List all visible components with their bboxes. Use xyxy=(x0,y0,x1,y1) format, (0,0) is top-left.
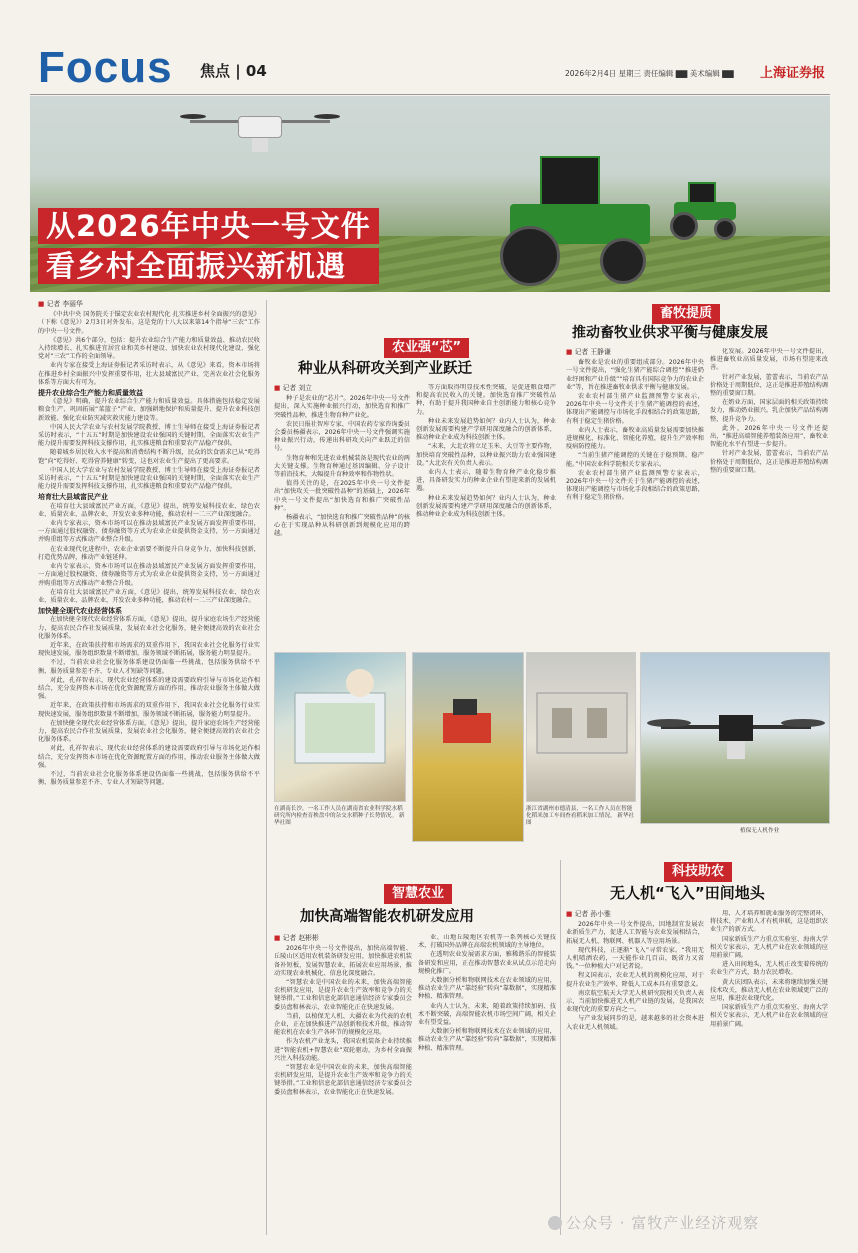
section-tag-keji: 科技助农 xyxy=(664,862,732,882)
paragraph: 随着城乡居民收入水平提高和消费结构不断升级，民众的饮食需求已从“吃得饱”向“吃得好、吃得营养健康”转变，这也对农业生产提出了更高要求。 xyxy=(38,449,260,465)
paragraph: 业内人士表示，随着生物育种产业化稳步推进，具备研发实力的种业企业有望迎来新的发展机遇。 xyxy=(416,469,556,493)
harvester-illustration xyxy=(413,653,524,842)
lead-author: ■ 记者 李丽华 xyxy=(38,300,260,308)
headline-line-1: 从2026年中央一号文件 xyxy=(38,208,379,244)
keji-headline: 无人机“飞入”田间地头 xyxy=(610,884,765,902)
paragraph: “未来，大北农将立足玉米、大豆等主要作物，加快培育突破性品种，以种业振兴助力农业强国建设。”大北农有关负责人表示。 xyxy=(416,443,556,467)
paragraph: 杨疆表示，“加快选育和推广突破性品种”的核心在于实现品种从科研创新到规模化应用的跨越。 xyxy=(274,514,410,538)
agri-drone-photo xyxy=(640,652,830,824)
paragraph: 业内专家在接受上海证券报记者采访时表示，从《意见》来看，资本市场将在推进乡村全面振兴中发挥重要作用，壮大县域富民产业、完善农业社会化服务体系等方面大有可为。 xyxy=(38,362,260,386)
lead-article xyxy=(38,300,260,1235)
section-tag-zhihui: 智慧农业 xyxy=(384,884,452,904)
paragraph: 作为农机产业龙头，我国农机装备企业持续推进“智能农机+智慧农业”双轮驱动，为乡村全面振兴注入科技动能。 xyxy=(274,1038,412,1062)
tractor-icon xyxy=(500,156,660,286)
paragraph: 在加快健全现代农业经营体系方面，《意见》提出，提升家庭农场生产经营能力，提高农民合作社发展质量，发展农业社会化服务，健全便捷高效的农业社会化服务体系。 xyxy=(38,616,260,640)
agri-drone-illustration xyxy=(641,653,830,824)
zhihui-headline: 加快高端智能农机研发应用 xyxy=(300,909,474,925)
section-label: 焦点 | 04 xyxy=(200,62,267,80)
nongye-col-2 xyxy=(416,384,556,646)
masthead xyxy=(0,0,858,96)
subheading: 加快健全现代农业经营体系 xyxy=(38,607,122,616)
paragraph: 农业农村部生猪产业监测预警专家表示，2026年中央一号文件关于生猪产能调控的表述，体现出产能调控与市场化手段相结合的政策思路，有利于稳定生猪价格。 xyxy=(566,393,704,425)
paragraph: 化发展。2026年中央一号文件提出，推进畜牧业高质量发展，市场有望迎来改善。 xyxy=(710,348,828,372)
paragraph: 黄大庆团队表示，未来将继续加强关键技术攻关，推动无人机在农业领域更广泛的应用，推进农业现代化。 xyxy=(710,978,828,1003)
paper-name: 上海证券报 xyxy=(760,66,826,81)
paragraph: 对此，孔祥智表示，现代农业经营体系的建设需要政府引导与市场化运作相结合，充分发挥资本市场在优化资源配置方面的作用，推动农业服务主体做大做强。 xyxy=(38,676,260,701)
zhihui-author: ■ 记者 赵彬彬 xyxy=(274,934,412,942)
paragraph: 用、人才培养和就业服务的完整闭环，将技术、产业和人才有机串联，这是组织农业生产的新方式。 xyxy=(710,910,828,934)
paragraph: 种业未来发展趋势如何？业内人士认为，种业创新发展需要构建产学研用深度融合的创新体系，推动种业企业成为科技创新主体。 xyxy=(416,417,556,442)
paragraph: 近年来，在政策扶持和市场需求的双重作用下，我国农业社会化服务行业实现快速发展，服务组织数量不断增加，服务领域不断拓展，服务能力明显提升。 xyxy=(38,641,260,658)
seedling-tray-illustration xyxy=(275,653,406,802)
paragraph: 种业未来发展趋势如何？业内人士认为，种业创新发展需要构建产学研用深度融合的创新体系，推动种业企业成为科技创新主体。 xyxy=(416,494,556,519)
paragraph: 在透明农业发展需求方面，雅稀谐乐的智能装备研发和应用，正在推动智慧农业从试点示范走向规模化推广。 xyxy=(418,951,556,975)
paragraph: 业内人士认为，未来，随着政策持续加码、技术不断突破，高端智能农机市场空间广阔，相关企业有望受益。 xyxy=(418,1002,556,1027)
subheading: 提升农业综合生产能力和质量效益 xyxy=(38,389,143,398)
keji-author: ■ 记者 孙小雅 xyxy=(566,910,704,918)
paragraph: 南京航空航天大学无人机研究院相关负责人表示，当前加快推进无人机产业链的发展，是我国农业现代化的重要方向之一。 xyxy=(566,989,704,1014)
paragraph: 等方面取得明显技术性突破，是促进粮食增产和提高农民收入的关键。加快选育推广突破性品种，有助于提升我国种业自主创新能力和核心竞争力。 xyxy=(416,384,556,416)
paragraph: 此外，2026年中央一号文件还提出，“推进高端智能养殖装备应用”，畜牧业智能化水平有望进一步提升。 xyxy=(710,424,828,449)
watermark-text: 公众号 · 富牧产业经济观察 xyxy=(566,1214,760,1232)
paragraph: 近年来，在政策扶持和市场需求的双重作用下，我国农业社会化服务行业实现快速发展，服务组织数量不断增加，服务领域不断拓展，服务能力明显提升。 xyxy=(38,702,260,718)
drone-icon xyxy=(180,106,340,166)
section-tag-nongye: 农业强“芯” xyxy=(384,338,469,358)
paragraph: 在加快健全现代农业经营体系方面，《意见》提出，提升家庭农场生产经营能力，提高农民合作社发展质量，发展农业社会化服务，健全便捷高效的农业社会化服务体系。 xyxy=(38,719,260,744)
masthead-rule xyxy=(30,94,830,95)
paragraph: 现代科技，正逐渐“飞入”寻常农家。“我用无人机喷洒农药，一天能作业几百亩，既省力又省钱。”一位种植大户对记者说。 xyxy=(566,946,704,971)
xumu-headline: 推动畜牧业供求平衡与健康发展 xyxy=(572,325,768,341)
xumu-col-2 xyxy=(710,348,828,648)
paragraph: 业、山地丘陵地区农机等一系列核心关键技术，打破国外品牌在高端农机领域的主导地位。 xyxy=(418,934,556,950)
paragraph: 针对产业发展，蕾蕾表示，当前农产品价格处于周期低位，这正是推进养殖结构调整的重要窗口期。 xyxy=(710,373,828,398)
paragraph: 与产业发展同步的是，越来越多的社会资本进入农业无人机领域。 xyxy=(566,1015,704,1031)
column-rule xyxy=(560,860,561,1235)
paragraph: 在培育壮大县域富民产业方面，《意见》提出，统筹发展科技农业、绿色农业、质量农业、品牌农业，开发农业多种功能，推动农村一二三产业深度融合。 xyxy=(38,588,260,604)
xumu-author: ■ 记者 王静谦 xyxy=(566,348,704,356)
paragraph: 当前，以植保无人机、大疆农业为代表的农机企业，正在加快推进产品创新和技术升级，推动智能农机在农业生产各环节的规模化应用。 xyxy=(274,1012,412,1037)
factory-illustration xyxy=(527,653,636,802)
paragraph: 不过，当前农业社会化服务体系建设仍面临一些挑战，包括服务供给不平衡、服务质量参差不齐、专业人才短缺等问题。 xyxy=(38,770,260,787)
paragraph: 国家新质生产力重点实验室、海南大学相关专家表示，无人机产业在农业领域的应用前景广阔。 xyxy=(710,1004,828,1028)
paragraph: 大数据分析和物联网技术在农业领域的应用，推动农业生产从“靠经验”转向“靠数据”，实现精准种植、精准管理。 xyxy=(418,1028,556,1052)
zhihui-col-1 xyxy=(274,934,412,1234)
processing-photo xyxy=(526,652,636,802)
paragraph: 畜牧业是农业的重要组成部分。2026年中央一号文件提出，“强化生猪产能综合调控”“推进奶业纾困和产业升级”“培育具有国际竞争力的农业企业”等，旨在推进畜牧业供求平衡与健康发展。 xyxy=(566,359,704,391)
paragraph: 进入田间地头，无人机正改变着传统的农业生产方式，助力农民增收。 xyxy=(710,961,828,977)
small-tractor-icon xyxy=(670,182,740,242)
paragraph: 业内专家表示，资本市场可以在推动县域富民产业发展方面发挥重要作用，一方面通过股权融资、债券融资等方式为农业企业提供资金支持，另一方面通过并购重组等方式推动产业整合升级。 xyxy=(38,563,260,587)
paragraph: 农业农村部生猪产业监测预警专家表示，2026年中央一号文件关于生猪产能调控的表述，体现出产能调控与市场化手段相结合的政策思路，有利于稳定生猪价格。 xyxy=(566,469,704,502)
zhihui-col-2 xyxy=(418,934,556,1234)
headline-line-2: 看乡村全面振兴新机遇 xyxy=(38,248,379,284)
paragraph: “智慧农业是中国农业的未来，加快高端智能农机研发应用，是提升农业生产效率和竞争力的关键举措。”工业和信息化部信息通信经济专家委员会委员盘和林表示，农业智能化正在快速发展。 xyxy=(274,1064,412,1096)
paragraph: 中国人民大学农业与农村发展学院教授、博士生导师在接受上海证券报记者采访时表示，“十五五”时期是加快建设农业强国的关键时期，全面落实农业生产能力提升需要发挥科技支撑作用，扎实推进粮食和重要农产品稳产保供。 xyxy=(38,423,260,448)
column-rule xyxy=(266,300,267,1235)
keji-col-2 xyxy=(710,910,828,1210)
paragraph: 在培育壮大县域富民产业方面，《意见》提出，统筹发展科技农业、绿色农业、质量农业、品牌农业，开发农业多种功能，推动农村一二三产业深度融合。 xyxy=(38,502,260,518)
paragraph: 在农业现代化进程中，农业企业需要不断提升自身竞争力，加快科技创新，打造优势品牌，推动产业链延伸。 xyxy=(38,545,260,561)
issue-meta: 2026年2月4日 星期三 责任编辑 ▇▇ 美术编辑 ▇▇ xyxy=(565,69,734,78)
watermark xyxy=(548,1212,759,1233)
paragraph: 农民日报社智库专家、中国农药专家咨询委员会委员杨疆表示，2026年中央一号文件强调实施种业振兴行动，传递出科研攻关向产业跃迁的信号。 xyxy=(274,420,410,453)
keji-col-1 xyxy=(566,910,704,1210)
paragraph: 针对产业发展，蕾蕾表示，当前农产品价格处于周期低位，这正是推进养殖结构调整的重要窗口期。 xyxy=(710,450,828,474)
paragraph: 《意见》共6个部分，包括：提升农业综合生产能力和质量效益、推动农民收入持续增长、扎实推进宜居宜业和美乡村建设、加快农业农村现代化建设、强化党对“三农”工作的全面领导。 xyxy=(38,336,260,361)
paragraph: 不过，当前农业社会化服务体系建设仍面临一些挑战，包括服务供给不平衡、服务质量参差不齐、专业人才短缺等问题。 xyxy=(38,659,260,675)
subheading: 培育壮大县域富民产业 xyxy=(38,493,108,502)
section-tag-xumu: 畜牧提质 xyxy=(652,304,720,324)
paragraph: 2026年中央一号文件提出，加快高端智能、丘陵山区适用农机装备研发应用，加快推进农机装备补短板，发展智慧农业，拓展农业应用场景，推动实现农业机械化、信息化深度融合。 xyxy=(274,945,412,977)
paragraph: 生物育种和先进农业机械装备是现代农业的两大关键支撑。生物育种通过基因编辑、分子设计等前沿技术，大幅提升育种效率和作物性状。 xyxy=(274,454,410,479)
rice-seedling-photo xyxy=(274,652,406,802)
photo-caption: 植保无人机作业 xyxy=(740,828,780,834)
wechat-icon xyxy=(548,1216,562,1230)
paragraph: “智慧农业是中国农业的未来，加快高端智能农机研发应用，是提升农业生产效率和竞争力的关键举措。”工业和信息化部信息通信经济专家委员会委员盘和林表示，农业智能化正在快速发展。 xyxy=(274,979,412,1011)
photo-caption: 在湖南长沙，一名工作人员在湖南省农业科学院水稻研究所内检查育秧盘中的杂交水稻种子长势情况。 新华社图 xyxy=(274,806,405,826)
paragraph: 业内人士表示，畜牧业高质量发展需要加快推进规模化、标准化、智能化养殖，提升生产效率和疫病防控能力。 xyxy=(566,426,704,451)
main-headline xyxy=(38,208,379,288)
xumu-col-1 xyxy=(566,348,704,648)
rice-field-photo xyxy=(412,652,524,842)
paragraph: 中国人民大学农业与农村发展学院教授、博士生导师在接受上海证券报记者采访时表示，“十五五”时期是加快建设农业强国的关键时期，全面落实农业生产能力提升需要发挥科技支撑作用，扎实推进粮食和重要农产品稳产保供。 xyxy=(38,466,260,491)
paragraph: “当前生猪产能调控的关键在于稳预期、稳产能。”中国农业科学院相关专家表示。 xyxy=(566,452,704,468)
brand-logo: Focus xyxy=(38,43,173,92)
paragraph: 2026年中央一号文件提出，因地制宜发展农业新质生产力，促进人工智能与农业发展相结合，拓展无人机、物联网、机器人等应用场景。 xyxy=(566,921,704,945)
paragraph: 种子是农业的“芯片”。2026年中央一号文件提出，深入实施种业振兴行动，加快选育和推广突破性品种，推进生物育种产业化。 xyxy=(274,395,410,419)
paragraph: 业内专家表示，资本市场可以在推动县域富民产业发展方面发挥重要作用，一方面通过股权融资、债券融资等方式为农业企业提供资金支持，另一方面通过并购重组等方式推动产业整合升级。 xyxy=(38,520,260,544)
paragraph: 《意见》明确，提升农业综合生产能力和质量效益。具体措施包括稳定发展粮食生产、巩固拓展“菜篮子”产业、加强耕地保护和质量提升、提升农业科技创新效能、强化农业防灾减灾救灾能力建设等。 xyxy=(38,398,260,422)
paragraph: 值得关注的是，在2025年中央一号文件提出“加快攻关一批突破性品种”的基础上，2026年中央一号文件提出“加快选育和推广突破性品种”。 xyxy=(274,480,410,512)
nongye-author: ■ 记者 刘立 xyxy=(274,384,410,392)
nongye-col-1 xyxy=(274,384,410,646)
paragraph: 程义国表示，农业无人机的规模化应用，对于提升农业生产效率、降低人工成本具有重要意义。 xyxy=(566,972,704,988)
paragraph: 对此，孔祥智表示，现代农业经营体系的建设需要政府引导与市场化运作相结合，充分发挥资本市场在优化资源配置方面的作用，推动农业服务主体做大做强。 xyxy=(38,745,260,769)
paragraph: 国家新质生产力重点实验室、海南大学相关专家表示，无人机产业在农业领域的应用前景广阔。 xyxy=(710,935,828,960)
paragraph: 在奶业方面，国家层面的相关政策持续发力，推动奶业振兴。乳企加快产品结构调整，提升竞争力。 xyxy=(710,399,828,423)
photo-caption: 浙江省湖州市德清县，一名工作人员在智能化稻米加工车间查看稻米加工情况。 新华社图 xyxy=(526,806,635,826)
nongye-headline: 种业从科研攻关到产业跃迁 xyxy=(298,361,472,377)
paragraph: 《中共中央 国务院关于锚定农业农村现代化 扎实推进乡村全面振兴的意见》（下称《意见》）2月3日对外发布。这是党的十八大以来第14个指导“三农”工作的中央一号文件。 xyxy=(38,311,260,335)
paragraph: 大数据分析和物联网技术在农业领域的应用，推动农业生产从“靠经验”转向“靠数据”，实现精准种植、精准管理。 xyxy=(418,977,556,1001)
